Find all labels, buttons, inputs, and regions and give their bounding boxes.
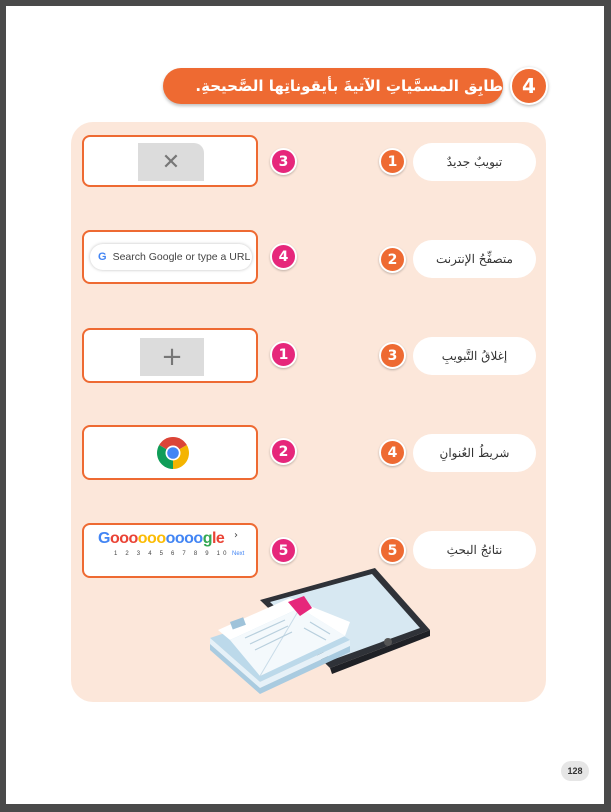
label-number: 2 (379, 246, 406, 273)
icon-number: 5 (270, 537, 297, 564)
label-close-tab[interactable]: إغلاقُ التَّبويبِ (413, 337, 536, 375)
close-tab-icon (138, 143, 204, 181)
label-number: 5 (379, 537, 406, 564)
icon-box-chrome[interactable] (82, 425, 258, 480)
exercise-title (163, 68, 503, 104)
label-search-results[interactable]: نتائجُ البحثِ (413, 531, 536, 569)
address-bar-icon (90, 244, 252, 270)
icon-box-close-tab[interactable] (82, 135, 258, 187)
close-icon: ✕ (161, 149, 181, 175)
icon-number: 1 (270, 341, 297, 368)
tablet-book-illustration (200, 560, 440, 710)
icon-number: 4 (270, 243, 297, 270)
pager-next: Next (232, 551, 245, 557)
google-g-icon: G (98, 251, 107, 263)
label-number: 1 (379, 148, 406, 175)
chrome-icon (156, 436, 190, 470)
label-address-bar[interactable]: شريطُ العُنوانِ (413, 434, 536, 472)
exercise-title-text: طابِق المسمَّياتِ الآتيةَ بأيقوناتِها الصَّحيحةِ. (195, 77, 503, 95)
google-pager-logo: Goooooooooogle (98, 530, 225, 547)
address-bar-placeholder: Search Google or type a URL (112, 251, 251, 263)
icon-box-new-tab[interactable] (82, 328, 258, 383)
icon-box-address-bar[interactable] (82, 230, 258, 284)
label-new-tab[interactable]: تبويبٌ جديدٌ (413, 143, 536, 181)
pager-numbers: 1 2 3 4 5 6 7 8 9 10 (114, 551, 230, 557)
page-number: 128 (561, 761, 589, 781)
label-number: 3 (379, 342, 406, 369)
icon-number: 2 (270, 438, 297, 465)
label-web-browser[interactable]: متصفِّحُ الإنترنت (413, 240, 536, 278)
plus-icon: + (161, 342, 183, 372)
exercise-number: 4 (510, 67, 548, 105)
new-tab-icon (140, 338, 204, 376)
icon-number: 3 (270, 148, 297, 175)
chevron-right-icon: › (234, 530, 238, 541)
label-number: 4 (379, 439, 406, 466)
